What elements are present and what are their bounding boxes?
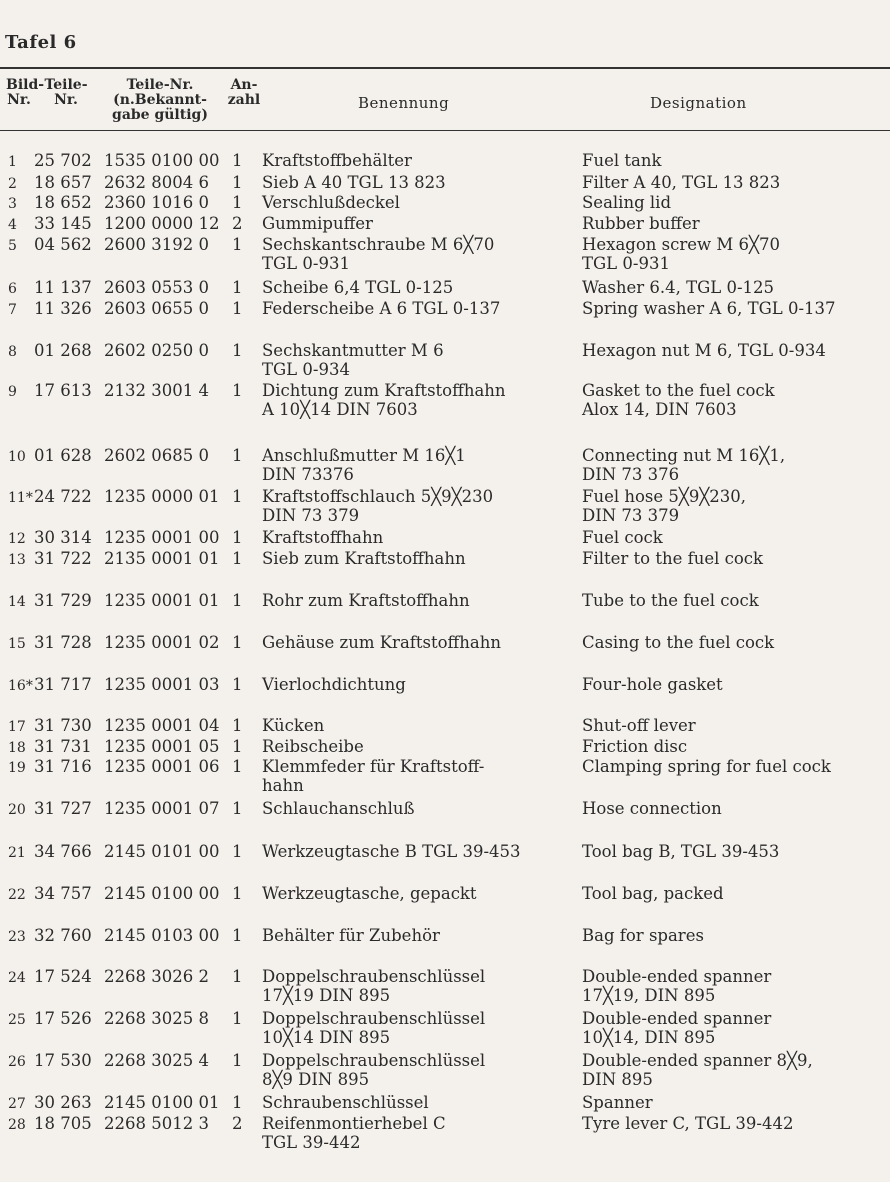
cell-en: Friction disc xyxy=(582,737,688,756)
cell-en: Fuel cock xyxy=(582,528,663,547)
cell-cat: 2132 3001 4 xyxy=(104,381,209,400)
cell-de: Gehäuse zum Kraftstoffhahn xyxy=(262,633,501,652)
cell-part: 04 562 xyxy=(34,235,92,254)
cell-qty: 1 xyxy=(232,716,243,735)
cell-qty: 1 xyxy=(232,1009,243,1028)
cell-part: 17 524 xyxy=(34,967,92,986)
cell-part: 31 731 xyxy=(34,737,92,756)
cell-qty: 1 xyxy=(232,675,243,694)
cell-en: Fuel tank xyxy=(582,151,662,170)
cell-qty: 1 xyxy=(232,757,243,776)
cell-qty: 1 xyxy=(232,842,243,861)
header-benennung: Benennung xyxy=(358,94,450,112)
cell-cat: 2135 0001 01 xyxy=(104,549,220,568)
cell-no: 14 xyxy=(8,594,26,610)
header-katalog-nr: Teile-Nr. (n.Bekannt- gabe gültig) xyxy=(112,77,208,123)
cell-no: 10 xyxy=(8,449,26,465)
cell-en: Clamping spring for fuel cock xyxy=(582,757,831,776)
cell-en: Rubber buffer xyxy=(582,214,700,233)
cell-no: 23 xyxy=(8,929,26,945)
cell-en: Spring washer A 6, TGL 0-137 xyxy=(582,299,836,318)
cell-part: 11 137 xyxy=(34,278,92,297)
cell-cat: 2145 0101 00 xyxy=(104,842,220,861)
cell-no: 1 xyxy=(8,154,17,170)
cell-de: Sieb zum Kraftstoffhahn xyxy=(262,549,466,568)
cell-part: 31 716 xyxy=(34,757,92,776)
cell-qty: 1 xyxy=(232,193,243,212)
cell-cat: 1235 0001 01 xyxy=(104,591,220,610)
cell-en: Double-ended spanner 17╳19, DIN 895 xyxy=(582,967,772,1005)
cell-de: Dichtung zum Kraftstoffhahn A 10╳14 DIN 7603 xyxy=(262,381,506,419)
cell-en: Hexagon nut M 6, TGL 0-934 xyxy=(582,341,826,360)
cell-qty: 1 xyxy=(232,549,243,568)
cell-en: Four-hole gasket xyxy=(582,675,723,694)
cell-cat: 1235 0001 00 xyxy=(104,528,220,547)
cell-de: Klemmfeder für Kraftstoff- hahn xyxy=(262,757,485,795)
cell-en: Fuel hose 5╳9╳230, DIN 73 379 xyxy=(582,487,747,525)
cell-part: 17 530 xyxy=(34,1051,92,1070)
cell-en: Hose connection xyxy=(582,799,722,818)
cell-en: Connecting nut M 16╳1, DIN 73 376 xyxy=(582,446,786,484)
cell-no: 9 xyxy=(8,384,17,400)
cell-part: 17 613 xyxy=(34,381,92,400)
cell-de: Behälter für Zubehör xyxy=(262,926,440,945)
cell-en: Shut-off lever xyxy=(582,716,696,735)
cell-cat: 2145 0103 00 xyxy=(104,926,220,945)
cell-part: 01 628 xyxy=(34,446,92,465)
cell-no: 21 xyxy=(8,845,26,861)
cell-en: Sealing lid xyxy=(582,193,672,212)
cell-cat: 1235 0001 07 xyxy=(104,799,220,818)
cell-cat: 2602 0685 0 xyxy=(104,446,209,465)
cell-qty: 1 xyxy=(232,926,243,945)
cell-cat: 1235 0001 05 xyxy=(104,737,220,756)
cell-part: 24 722 xyxy=(34,487,92,506)
cell-de: Gummipuffer xyxy=(262,214,373,233)
cell-part: 18 705 xyxy=(34,1114,92,1133)
cell-part: 31 728 xyxy=(34,633,92,652)
cell-qty: 2 xyxy=(232,1114,243,1133)
cell-no: 15 xyxy=(8,636,26,652)
cell-cat: 1235 0001 04 xyxy=(104,716,220,735)
cell-en: Washer 6.4, TGL 0-125 xyxy=(582,278,775,297)
cell-de: Doppelschraubenschlüssel 8╳9 DIN 895 xyxy=(262,1051,486,1089)
cell-cat: 1235 0001 06 xyxy=(104,757,220,776)
cell-cat: 2145 0100 01 xyxy=(104,1093,220,1112)
cell-no: 18 xyxy=(8,740,26,756)
cell-cat: 1235 0001 03 xyxy=(104,675,220,694)
cell-qty: 1 xyxy=(232,487,243,506)
cell-de: Anschlußmutter M 16╳1 DIN 73376 xyxy=(262,446,466,484)
cell-de: Kraftstoffbehälter xyxy=(262,151,412,170)
cell-no: 17 xyxy=(8,719,26,735)
cell-part: 17 526 xyxy=(34,1009,92,1028)
cell-qty: 1 xyxy=(232,151,243,170)
cell-no: 27 xyxy=(8,1096,26,1112)
cell-de: Federscheibe A 6 TGL 0-137 xyxy=(262,299,501,318)
cell-qty: 1 xyxy=(232,446,243,465)
cell-cat: 2603 0655 0 xyxy=(104,299,209,318)
cell-qty: 1 xyxy=(232,591,243,610)
cell-de: Sechskantschraube M 6╳70 TGL 0-931 xyxy=(262,235,495,273)
cell-part: 31 717 xyxy=(34,675,92,694)
cell-part: 31 722 xyxy=(34,549,92,568)
cell-no: 2 xyxy=(8,176,17,192)
cell-cat: 1535 0100 00 xyxy=(104,151,220,170)
cell-cat: 1200 0000 12 xyxy=(104,214,220,233)
cell-part: 25 702 xyxy=(34,151,92,170)
cell-no: 20 xyxy=(8,802,26,818)
cell-no: 4 xyxy=(8,217,17,233)
cell-cat: 2360 1016 0 xyxy=(104,193,209,212)
cell-cat: 2145 0100 00 xyxy=(104,884,220,903)
cell-qty: 1 xyxy=(232,737,243,756)
cell-de: Kraftstoffschlauch 5╳9╳230 DIN 73 379 xyxy=(262,487,494,525)
cell-en: Tool bag B, TGL 39-453 xyxy=(582,842,780,861)
cell-part: 01 268 xyxy=(34,341,92,360)
cell-part: 34 766 xyxy=(34,842,92,861)
header-bild-nr: Bild- Nr. xyxy=(6,77,45,108)
cell-qty: 1 xyxy=(232,1093,243,1112)
cell-part: 11 326 xyxy=(34,299,92,318)
cell-qty: 2 xyxy=(232,214,243,233)
cell-no: 28 xyxy=(8,1117,26,1133)
cell-de: Schraubenschlüssel xyxy=(262,1093,429,1112)
cell-qty: 1 xyxy=(232,528,243,547)
cell-de: Kraftstoffhahn xyxy=(262,528,384,547)
cell-cat: 2268 5012 3 xyxy=(104,1114,209,1133)
cell-qty: 1 xyxy=(232,341,243,360)
cell-cat: 2268 3025 8 xyxy=(104,1009,209,1028)
cell-qty: 1 xyxy=(232,1051,243,1070)
header-teile-nr: Teile- Nr. xyxy=(44,77,88,108)
cell-qty: 1 xyxy=(232,173,243,192)
cell-part: 31 729 xyxy=(34,591,92,610)
cell-de: Sechskantmutter M 6 TGL 0-934 xyxy=(262,341,444,379)
cell-part: 18 652 xyxy=(34,193,92,212)
cell-de: Reibscheibe xyxy=(262,737,364,756)
cell-no: 6 xyxy=(8,281,17,297)
cell-cat: 2602 0250 0 xyxy=(104,341,209,360)
cell-part: 34 757 xyxy=(34,884,92,903)
cell-part: 31 727 xyxy=(34,799,92,818)
cell-part: 33 145 xyxy=(34,214,92,233)
cell-no: 8 xyxy=(8,344,17,360)
cell-part: 18 657 xyxy=(34,173,92,192)
cell-en: Double-ended spanner 8╳9, DIN 895 xyxy=(582,1051,813,1089)
cell-de: Reifenmontierhebel C TGL 39-442 xyxy=(262,1114,446,1152)
cell-qty: 1 xyxy=(232,278,243,297)
cell-de: Kücken xyxy=(262,716,325,735)
cell-qty: 1 xyxy=(232,299,243,318)
cell-no: 13 xyxy=(8,552,26,568)
cell-no: 26 xyxy=(8,1054,26,1070)
cell-en: Tyre lever C, TGL 39-442 xyxy=(582,1114,794,1133)
cell-qty: 1 xyxy=(232,967,243,986)
header-designation: Designation xyxy=(650,94,747,112)
cell-no: 25 xyxy=(8,1012,26,1028)
cell-cat: 2268 3025 4 xyxy=(104,1051,209,1070)
cell-de: Werkzeugtasche B TGL 39-453 xyxy=(262,842,521,861)
cell-part: 30 314 xyxy=(34,528,92,547)
cell-cat: 2603 0553 0 xyxy=(104,278,209,297)
cell-en: Bag for spares xyxy=(582,926,704,945)
cell-de: Vierlochdichtung xyxy=(262,675,406,694)
cell-en: Filter A 40, TGL 13 823 xyxy=(582,173,781,192)
cell-en: Tube to the fuel cock xyxy=(582,591,759,610)
cell-no: 24 xyxy=(8,970,26,986)
cell-part: 32 760 xyxy=(34,926,92,945)
cell-part: 30 263 xyxy=(34,1093,92,1112)
cell-no: 11* xyxy=(8,490,33,506)
cell-qty: 1 xyxy=(232,633,243,652)
cell-en: Spanner xyxy=(582,1093,653,1112)
cell-cat: 1235 0000 01 xyxy=(104,487,220,506)
cell-en: Hexagon screw M 6╳70 TGL 0-931 xyxy=(582,235,780,273)
cell-qty: 1 xyxy=(232,235,243,254)
cell-cat: 1235 0001 02 xyxy=(104,633,220,652)
cell-de: Werkzeugtasche, gepackt xyxy=(262,884,477,903)
cell-no: 12 xyxy=(8,531,26,547)
cell-part: 31 730 xyxy=(34,716,92,735)
cell-en: Gasket to the fuel cock Alox 14, DIN 7603 xyxy=(582,381,775,419)
cell-de: Doppelschraubenschlüssel 10╳14 DIN 895 xyxy=(262,1009,486,1047)
cell-de: Rohr zum Kraftstoffhahn xyxy=(262,591,470,610)
cell-de: Verschlußdeckel xyxy=(262,193,400,212)
cell-no: 3 xyxy=(8,196,17,212)
cell-en: Double-ended spanner 10╳14, DIN 895 xyxy=(582,1009,772,1047)
cell-de: Doppelschraubenschlüssel 17╳19 DIN 895 xyxy=(262,967,486,1005)
cell-no: 5 xyxy=(8,238,17,254)
cell-no: 19 xyxy=(8,760,26,776)
cell-no: 22 xyxy=(8,887,26,903)
cell-qty: 1 xyxy=(232,799,243,818)
cell-de: Sieb A 40 TGL 13 823 xyxy=(262,173,446,192)
cell-cat: 2632 8004 6 xyxy=(104,173,209,192)
cell-cat: 2600 3192 0 xyxy=(104,235,209,254)
cell-de: Schlauchanschluß xyxy=(262,799,415,818)
cell-no: 7 xyxy=(8,302,17,318)
cell-no: 16* xyxy=(8,678,33,694)
page-title: Tafel 6 xyxy=(5,32,77,53)
cell-qty: 1 xyxy=(232,884,243,903)
cell-de: Scheibe 6,4 TGL 0-125 xyxy=(262,278,454,297)
cell-en: Filter to the fuel cock xyxy=(582,549,764,568)
cell-en: Tool bag, packed xyxy=(582,884,724,903)
cell-en: Casing to the fuel cock xyxy=(582,633,775,652)
cell-qty: 1 xyxy=(232,381,243,400)
cell-cat: 2268 3026 2 xyxy=(104,967,209,986)
header-anzahl: An- zahl xyxy=(227,77,261,108)
